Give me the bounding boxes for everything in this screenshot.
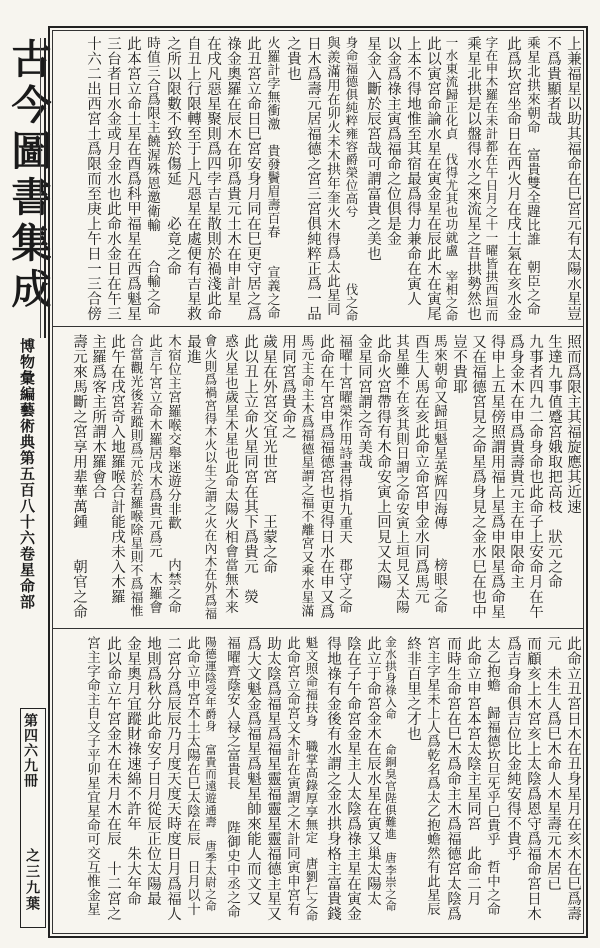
text-column: 太乙抱蟾 歸福德坎旦旡乎巳貴乎 哲中之命 <box>484 636 500 916</box>
text-column: 元 未生人爲巳木命人木星壽元木居已 <box>545 636 561 891</box>
text-column: 爲身金木在申爲貴壽貴元主在申限命主 <box>508 334 524 589</box>
text-column: 合當觀光後若蹤則爲元於若羅喉除星則不爲福惟 <box>127 334 143 618</box>
text-column: 祿金奧羅在辰木在卯爲貴元土木在申計星 <box>225 36 241 306</box>
text-column: 之貴也 <box>285 36 301 81</box>
text-column: 金水拱身祿入命 命銅臭官陛俱難進 唐李崇之命 <box>384 636 398 912</box>
text-column: 此命立申宮木土太陽在巳太陰在辰 日月以十 <box>184 636 200 916</box>
text-column: 與羨滿用在卯火未木拱年奎火木得爲太此星同 <box>324 36 340 316</box>
text-column: 乘星北拱來朝命 富貴雙全韙比誰 朝臣之命 <box>524 36 540 316</box>
text-column: 其星雖不在亥其則日謂之命安寅上垣見又太陽 <box>393 334 409 614</box>
text-column: 時值三合爲限主饒渥殊恩邀衛輸 合輸之命 <box>144 36 160 316</box>
page-number: 之三九葉 <box>24 848 40 912</box>
text-column: 此丑宮立命日巳宮安身月同在巳更守居之爲 <box>245 36 261 321</box>
text-column: 星金入斷於辰宮哉可謂富貴之美也 <box>365 36 381 261</box>
text-column: 不爲貴顯者哉 <box>545 36 561 126</box>
text-column: 此本宮立命土星在酉爲科甲福星在西爲魁星 <box>125 36 141 321</box>
text-column: 一水東流歸正化貞 伐得尤其也功就盧 宰相之命 <box>444 36 459 322</box>
text-column: 此以命立午宮金木在未月木在辰 十二宮之 <box>105 636 121 921</box>
text-column: 字在申木羅在未計都在午日月之十一曜皆拱西垣而 <box>484 36 499 322</box>
text-column: 馬元主命主木爲福德星謂之福不離宮又乘水星滿 <box>298 334 314 618</box>
text-column: 金星同宮謂之奇美哉 <box>356 334 372 469</box>
text-column: 陽德運陰受年爵身 富貴而遠遊通壽 唐季太尉之命 <box>204 636 218 912</box>
text-column: 魁文照命福扶身 職掌高錄厚享無定 唐劉仁之命 <box>304 636 319 922</box>
text-column: 身命福德俱純粹雍容爵榮位高兮 伐之命 <box>344 36 359 322</box>
text-column: 此命立丑宮日木在丑身星月在亥木在巳爲壽 <box>565 636 581 921</box>
text-column: 得地祿有金後有水謂之金水拱身格主富貴錢 <box>325 636 341 921</box>
text-column: 在戌凡惡星聚則爲四孛吉星散則於禍淺此命 <box>205 36 221 321</box>
text-column: 上本不得地惟至其宿最爲得力兼命在寅人 <box>405 36 421 306</box>
text-column: 三台者日水金或月金水也此命水金日在午三 <box>105 36 121 321</box>
text-column: 照而爲限主其福旋應其近速 <box>565 334 581 514</box>
book-page <box>5 8 592 940</box>
text-column: 二宮分爲辰辰乃月度天度天時度日月爲福人 <box>165 636 181 921</box>
text-column: 福曜齊蔭安人禄之富貴長 陛御史中丞之命 <box>224 636 240 919</box>
section-divider <box>52 326 584 327</box>
publication-line: 博物彙編藝術典第五百八十六卷星命部 <box>18 338 36 610</box>
text-column: 爲吉身命俱吉位比金純安得不貴乎 <box>505 636 521 861</box>
text-column: 地則爲秋分此命安子日月從辰正位太陽最 <box>145 636 161 906</box>
text-column: 而顧亥上木宮亥上太陰爲恩守爲福命宮日木 <box>525 636 541 921</box>
text-column: 助太陰爲福星爲福星靈福靈星靈福德主星又 <box>265 636 281 921</box>
text-column: 此命在午宮申爲福德宮也更得日水在申又爲 <box>318 334 334 619</box>
text-column: 宮主字命主自文子平卯星宜星命可交互惟金星 <box>84 636 100 916</box>
text-column: 主羅爲客主所謂木羅會合 <box>90 334 106 499</box>
text-column: 壽元來馬斷之宮享用辈華萬鍾 朝官之命 <box>71 334 87 619</box>
volume-label: 第四六九冊 <box>22 713 38 788</box>
text-column: 此命火宮帶得有木命安寅上回見又太陽 <box>375 334 391 589</box>
text-column: 陰在子午命宮金星主人太陰爲祿主星在寅金 <box>345 636 361 921</box>
text-column: 惑火星也歲星木星也此命太陽火相會當無木来 <box>222 334 238 614</box>
text-column: 此命宮立命宮文木計在寅謂之木計同寅申宮有 <box>284 636 300 916</box>
text-column: 會火則爲禍宮得木火以生之謂之火在內木在外爲福 <box>203 334 218 620</box>
book-title: 古今圖書集成 <box>5 38 52 314</box>
text-column: 十六二出西宮土爲限而至庚上午日一三合傍 <box>85 36 101 321</box>
text-column: 最進 <box>185 334 201 364</box>
text-column: 金星奧月宜蹤財祿速綿不許年 朱大年命 <box>125 636 141 906</box>
text-column: 用同宮爲貴命之 <box>280 334 296 439</box>
text-column: 火羅計孛無衝激 貴發鬢眉壽百春 宣義之命 <box>264 36 280 320</box>
text-column: 木宿位主宮羅喉交舉迷遊分非歡 内禁之命 <box>165 334 181 614</box>
section-divider <box>52 628 584 629</box>
text-column: 自丑上行限轉至于上凡惡星在處便有吉星救 <box>185 36 201 321</box>
text-column: 又在福德宮見之命星爲身見之金水巳在也中 <box>470 334 486 619</box>
margin-rule <box>44 38 46 338</box>
text-column: 此言午宮立命木羅居戌木爲貴元爲元 木羅會 <box>146 334 162 614</box>
text-column: 福曜十宮曜榮作用詩書得指九重天 郡守之命 <box>336 334 352 614</box>
text-column: 此午在戌宮奇入地羅喉合計能戌未入木羅 <box>109 334 125 604</box>
text-column: 日木爲壽元居福德之宮三宮俱純粹正爲一品 <box>305 36 321 321</box>
text-column: 此命立申宮本宮太陰主星同宮 此命二月 <box>465 636 481 906</box>
margin-rule-inner <box>40 38 41 338</box>
text-column: 九事者四九二命身命也此命子上安命月在午 <box>527 334 543 619</box>
text-column: 上兼福星以助其福命在巳宮元有太陽水星豈 <box>565 36 581 321</box>
text-column: 之所以限數不致於傷延 必竟之命 <box>165 36 181 276</box>
text-column: 爲大文魁金爲福星爲魁星帥來能人而文又 <box>245 636 261 906</box>
text-column: 宮主字星未上人爲乾名爲太乙抱蟾然有此星辰 <box>424 636 440 916</box>
text-column: 此以丑上立命火星同宮在其下爲貴元 熒 <box>242 334 258 604</box>
text-column: 馬來朝命又歸垣魁星英辉四海傳 榜眼之命 <box>431 334 447 614</box>
text-column: 此立于命宮金木在辰水星在寅又巢太陽太 <box>365 636 381 906</box>
text-column: 此以寅宮命論水星在寅金星在辰此木在寅尾 <box>425 36 441 321</box>
text-column: 歲星在外宮交宜光世宮 王蒙之命 <box>261 334 277 574</box>
text-column: 生達九事值蹙宮娥取把高枝 狀元之命 <box>546 334 562 589</box>
text-column: 豈不貴耶 <box>451 334 467 394</box>
text-column: 而時生命宮在巳木爲命主木爲福德宮太陰爲 <box>445 636 461 921</box>
text-column: 得申上五星傍照謂用福上星爲申限星爲命星 <box>489 334 505 619</box>
text-column: 乘星北拱是以盤得水之來流星之昔拱勢然也 <box>465 36 481 321</box>
text-column: 以金爲祿主寅爲福命之位俱是金 <box>385 36 401 246</box>
text-column: 終非百里之才也 <box>405 636 421 741</box>
text-column: 此爲坎宮坐命日在西火月在戌土氣在亥水金 <box>505 36 521 321</box>
text-column: 酉生人馬在亥此命立命宮申金水同爲馬元 <box>413 334 429 604</box>
